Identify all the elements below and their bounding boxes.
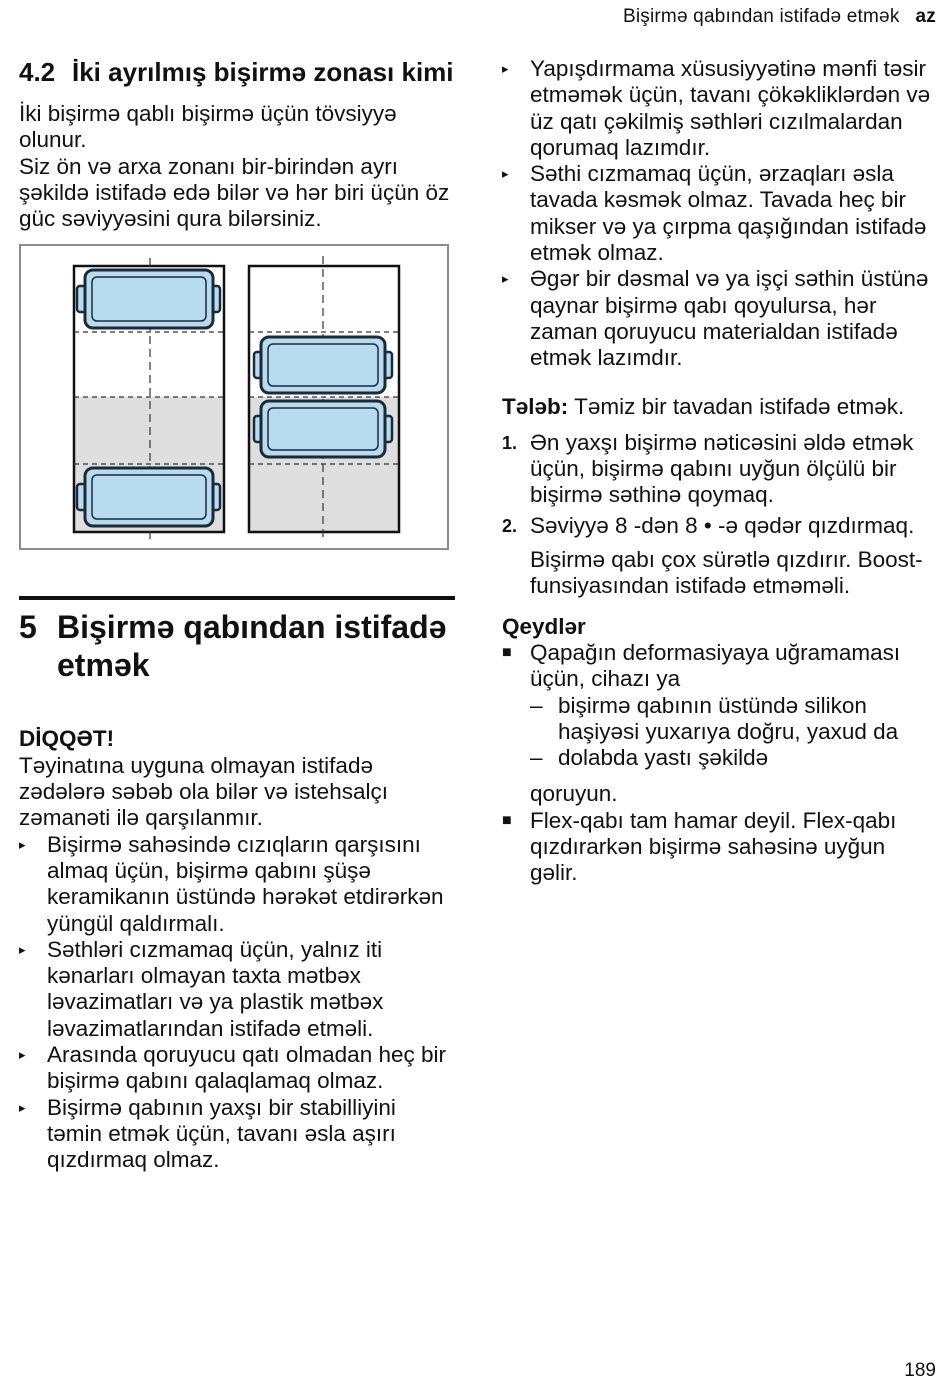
warning-bullet: ▸ Yapışdırmama xüsusiyyətinə mənfi təsir etməmək üçün, tavanı çökəkliklərdən və üz qatı çəkilmiş səthləri cızılmalardan qorumaq lazımdır. bbox=[502, 56, 931, 160]
note-subitem: – bişirmə qabının üstündə silikon haşiyəsi yuxarıya doğru, yaxud da bbox=[530, 692, 899, 744]
requirement-text: Təmiz bir tavadan istifadə etmək. bbox=[574, 393, 905, 419]
step-number: 1. bbox=[502, 432, 518, 453]
pan-back-right bbox=[254, 337, 392, 393]
dash-bullet-icon: – bbox=[530, 745, 543, 771]
section-4-2-number: 4.2 bbox=[19, 57, 56, 87]
warning-bullet: ▸ Səthi cızmamaq üçün, ərzaqları əsla tavada kəsmək olmaz. Tavada heç bir mikser və ya çırpma qaşığından istifadə etmək olmaz. bbox=[502, 161, 927, 266]
running-header bbox=[623, 6, 936, 28]
step-text: Səviyyə 8 -dən 8 • -ə qədər qızdırmaq. bbox=[530, 512, 915, 538]
two-zone-panel-right bbox=[249, 256, 399, 542]
warning-bullet: ▸ Arasında qoruyucu qatı olmadan heç bir bişirmə qabını qalaqlamaq olmaz. bbox=[19, 1042, 446, 1094]
note-subitem: – dolabda yastı şəkildə bbox=[530, 745, 769, 771]
warning-bullet: ▸ Əgər bir dəsmal və ya işçi səthin üstünə qaynar bişirmə qabı qoyulursa, hər zaman qoruyucu materialdan istifadə etmək lazımdır. bbox=[502, 266, 929, 371]
pan-front-left bbox=[77, 468, 220, 526]
cooking-zones-svg bbox=[21, 246, 447, 548]
section-4-2-heading bbox=[19, 56, 455, 89]
triangle-bullet-icon: ▸ bbox=[502, 166, 509, 182]
header-language: az bbox=[915, 6, 936, 27]
square-bullet-icon: ■ bbox=[502, 643, 512, 661]
triangle-bullet-icon: ▸ bbox=[502, 61, 509, 76]
left-column bbox=[19, 56, 455, 1174]
page-number: 189 bbox=[904, 1360, 936, 1381]
step-number: 2. bbox=[502, 515, 518, 536]
step-text: Ən yaxşı bişirmə nəticəsini əldə etmək üçün, bişirmə qabını uyğun ölçülü bir bişirmə səthinə qoymaq. bbox=[530, 429, 914, 508]
warning-text: Təyinatına uyguna olmayan istifadə zədələrə səbəb ola bilər və istehsalçı zəmanəti ilə qarşılanmır. bbox=[19, 752, 388, 831]
warning-bullet: ▸ Bişirmə qabının yaxşı bir stabilliyini təmin etmək üçün, tavanı əsla aşırı qızdırmaq olmaz. bbox=[19, 1094, 396, 1173]
section-4-2-title: İki ayrılmış bişirmə zonası kimi bbox=[72, 57, 454, 87]
note-end: qoruyun. bbox=[530, 781, 618, 807]
section-5-number: 5 bbox=[19, 609, 37, 646]
section-5-heading-block bbox=[19, 596, 455, 684]
requirement bbox=[502, 394, 934, 420]
triangle-bullet-icon: ▸ bbox=[19, 941, 26, 957]
square-bullet-icon: ■ bbox=[502, 811, 512, 829]
warning-bullet: ▸ Səthləri cızmamaq üçün, yalnız iti kənarları olmayan taxta mətbəx ləvazimatları və ya plastik mətbəx ləvazimatlarından istifadə etməli. bbox=[19, 936, 384, 1041]
section-4-2-para1: İki bişirmə qablı bişirmə üçün tövsiyyə olunur. bbox=[19, 101, 397, 153]
pan-front-right bbox=[254, 401, 392, 457]
warning-bullet: ▸ Bişirmə sahəsində cızıqların qarşısını almaq üçün, bişirmə qabını şüşə keramikanın üstündə hərəkət etdirərkən yüngül qaldırmalı. bbox=[19, 831, 444, 936]
note-item: ■ Qapağın deformasiyaya uğramaması üçün, cihazı ya bbox=[502, 639, 901, 692]
section-5-title: Bişirmə qabından istifadə etmək bbox=[57, 609, 447, 684]
cooking-zones-illustration bbox=[19, 244, 449, 550]
notes-title: Qeydlər bbox=[502, 613, 586, 639]
note-item: ■ Flex-qabı tam hamar deyil. Flex-qabı qızdırarkən bişirmə sahəsinə uyğun gəlir. bbox=[502, 807, 897, 886]
right-column bbox=[502, 56, 934, 887]
two-zone-panel-left bbox=[74, 258, 224, 542]
header-title: Bişirmə qabından istifadə etmək bbox=[622, 6, 900, 27]
step-result: Bişirmə qabı çox sürətlə qızdırır. Boost-funsiyasından istifadə etməməli. bbox=[530, 547, 923, 599]
pan-back-left bbox=[77, 270, 220, 328]
triangle-bullet-icon: ▸ bbox=[19, 1047, 26, 1063]
section-5-heading bbox=[19, 608, 455, 684]
requirement-label: Tələb: bbox=[502, 393, 569, 419]
triangle-bullet-icon: ▸ bbox=[19, 836, 26, 852]
dash-bullet-icon: – bbox=[530, 692, 543, 718]
triangle-bullet-icon: ▸ bbox=[502, 271, 509, 287]
section-4-2-para2: Siz ön və arxa zonanı bir-birindən ayrı şəkildə istifadə edə bilər və hər biri üçün öz güc səviyyəsini qura bilərsiniz. bbox=[19, 153, 450, 232]
step-item bbox=[502, 430, 934, 509]
triangle-bullet-icon: ▸ bbox=[19, 1099, 26, 1115]
warning-title: DİQQƏT! bbox=[19, 726, 115, 752]
step-item bbox=[502, 513, 934, 539]
